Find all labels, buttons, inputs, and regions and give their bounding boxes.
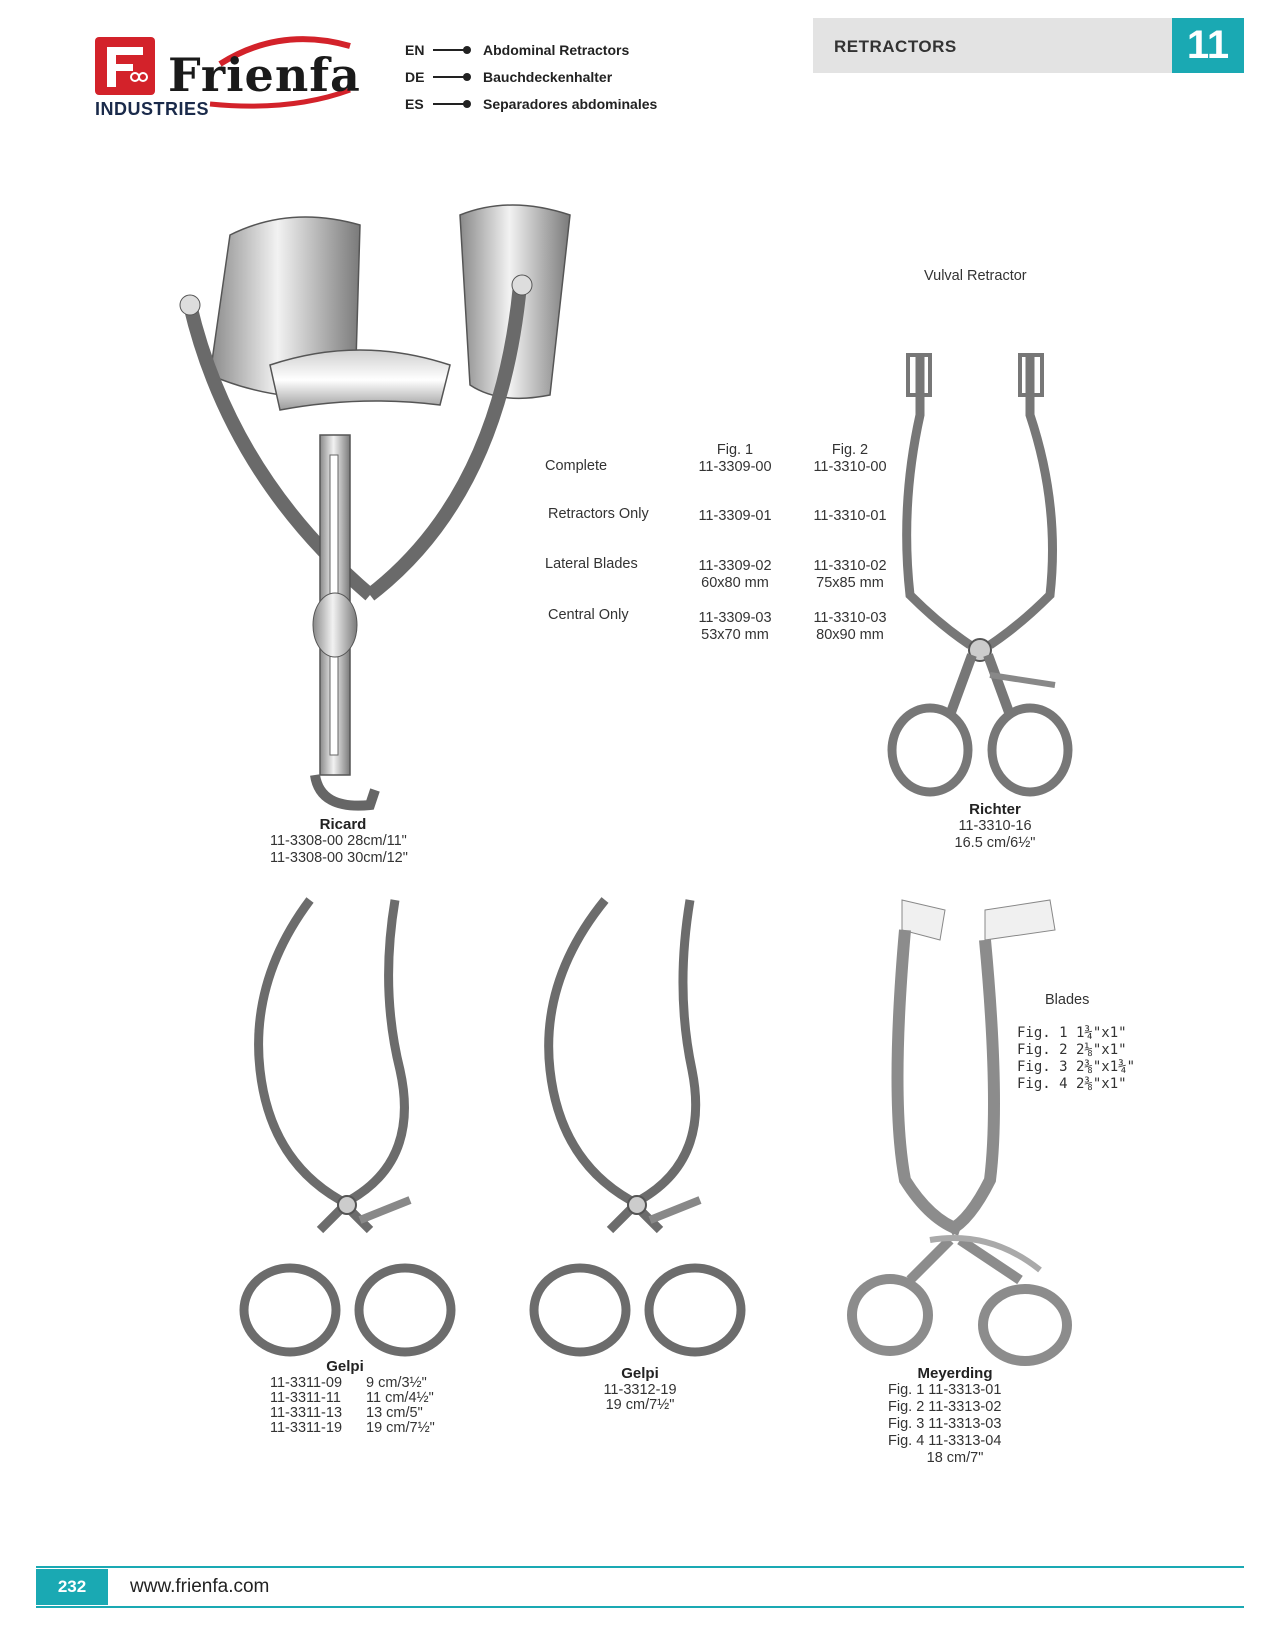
spec-row-label: Retractors Only: [548, 506, 649, 522]
ricard-line-2: 11-3308-00 30cm/12": [270, 850, 408, 866]
spec-cell: 11-3310-03: [813, 610, 887, 626]
spec-cell: 53x70 mm: [701, 627, 769, 643]
gelpi1-row-code: 11-3311-11: [270, 1390, 341, 1406]
spec-cell: 75x85 mm: [816, 575, 884, 591]
section-number: 11: [1172, 18, 1244, 73]
richter-name: Richter: [969, 801, 1021, 818]
meyerding-size: 18 cm/7": [926, 1450, 984, 1466]
blades-title: Blades: [1045, 992, 1090, 1008]
ricard-name: Ricard: [319, 816, 367, 833]
footer-bottom-rule: [36, 1606, 1244, 1608]
spec-row-label: Lateral Blades: [545, 556, 638, 572]
gelpi1-row-code: 11-3311-09: [270, 1375, 343, 1391]
gelpi1-row-size: 19 cm/7½": [366, 1420, 435, 1436]
spec-cell: 11-3309-01: [698, 508, 772, 524]
gelpi1-row-code: 11-3311-19: [270, 1420, 343, 1436]
richter-code: 11-3310-16: [958, 818, 1032, 834]
spec-cell: 11-3310-02: [813, 558, 887, 574]
page-number: 232: [36, 1569, 108, 1605]
blades-row: Fig. 3 2⅜"x1¾": [1017, 1059, 1136, 1075]
spec-header-fig2-code: 11-3310-00: [813, 459, 887, 475]
spec-header-fig2: Fig. 2: [831, 442, 869, 458]
spec-row-label: Complete: [545, 458, 608, 474]
meyerding-row: Fig. 1 11-3313-01: [888, 1382, 1002, 1398]
gelpi-retractor-illustration: [530, 900, 750, 1360]
meyerding-row: Fig. 2 11-3313-02: [888, 1399, 1002, 1415]
meyerding-name: Meyerding: [917, 1365, 993, 1382]
gelpi2-size: 19 cm/7½": [605, 1397, 675, 1413]
spec-cell: 80x90 mm: [816, 627, 884, 643]
ricard-retractor-illustration: [170, 195, 590, 830]
spec-cell: 11-3309-02: [698, 558, 772, 574]
gelpi1-row-size: 9 cm/3½": [366, 1375, 427, 1391]
website-link[interactable]: www.frienfa.com: [130, 1576, 270, 1597]
blades-row: Fig. 2 2⅛"x1": [1017, 1042, 1127, 1058]
blades-row: Fig. 4 2⅜"x1": [1017, 1076, 1127, 1092]
gelpi1-row-size: 11 cm/4½": [366, 1390, 434, 1406]
section-title: RETRACTORS: [834, 37, 957, 56]
brand-logo-icon: [95, 37, 155, 95]
spec-row-label: Central Only: [548, 607, 629, 623]
brand-subtitle: INDUSTRIES: [95, 99, 210, 119]
gelpi1-name: Gelpi: [326, 1358, 364, 1375]
spec-cell: 11-3309-03: [698, 610, 772, 626]
meyerding-retractor-illustration: [850, 900, 1090, 1370]
gelpi-retractor-illustration: [240, 900, 460, 1360]
language-line-es: ES Separadores abdominales: [405, 96, 658, 112]
richter-caption: Vulval Retractor: [924, 268, 1027, 284]
gelpi2-name: Gelpi: [621, 1365, 659, 1382]
spec-cell: 11-3310-01: [813, 508, 887, 524]
richter-size: 16.5 cm/6½": [954, 835, 1036, 851]
brand-name: Frienfa: [168, 48, 361, 102]
spec-cell: 60x80 mm: [701, 575, 769, 591]
gelpi1-row-size: 13 cm/5": [366, 1405, 423, 1421]
meyerding-row: Fig. 4 11-3313-04: [888, 1433, 1002, 1449]
footer-top-rule: [36, 1566, 1244, 1568]
ricard-line-1: 11-3308-00 28cm/11": [270, 833, 407, 849]
spec-header-fig1-code: 11-3309-00: [698, 459, 772, 475]
blades-row: Fig. 1 1¾"x1": [1017, 1025, 1127, 1041]
gelpi2-code: 11-3312-19: [603, 1382, 677, 1398]
language-line-en: EN Abdominal Retractors: [405, 42, 630, 58]
richter-retractor-illustration: [880, 355, 1110, 815]
gelpi1-row-code: 11-3311-13: [270, 1405, 343, 1421]
meyerding-row: Fig. 3 11-3313-03: [888, 1416, 1002, 1432]
spec-header-fig1: Fig. 1: [716, 442, 754, 458]
language-line-de: DE Bauchdeckenhalter: [405, 69, 613, 85]
